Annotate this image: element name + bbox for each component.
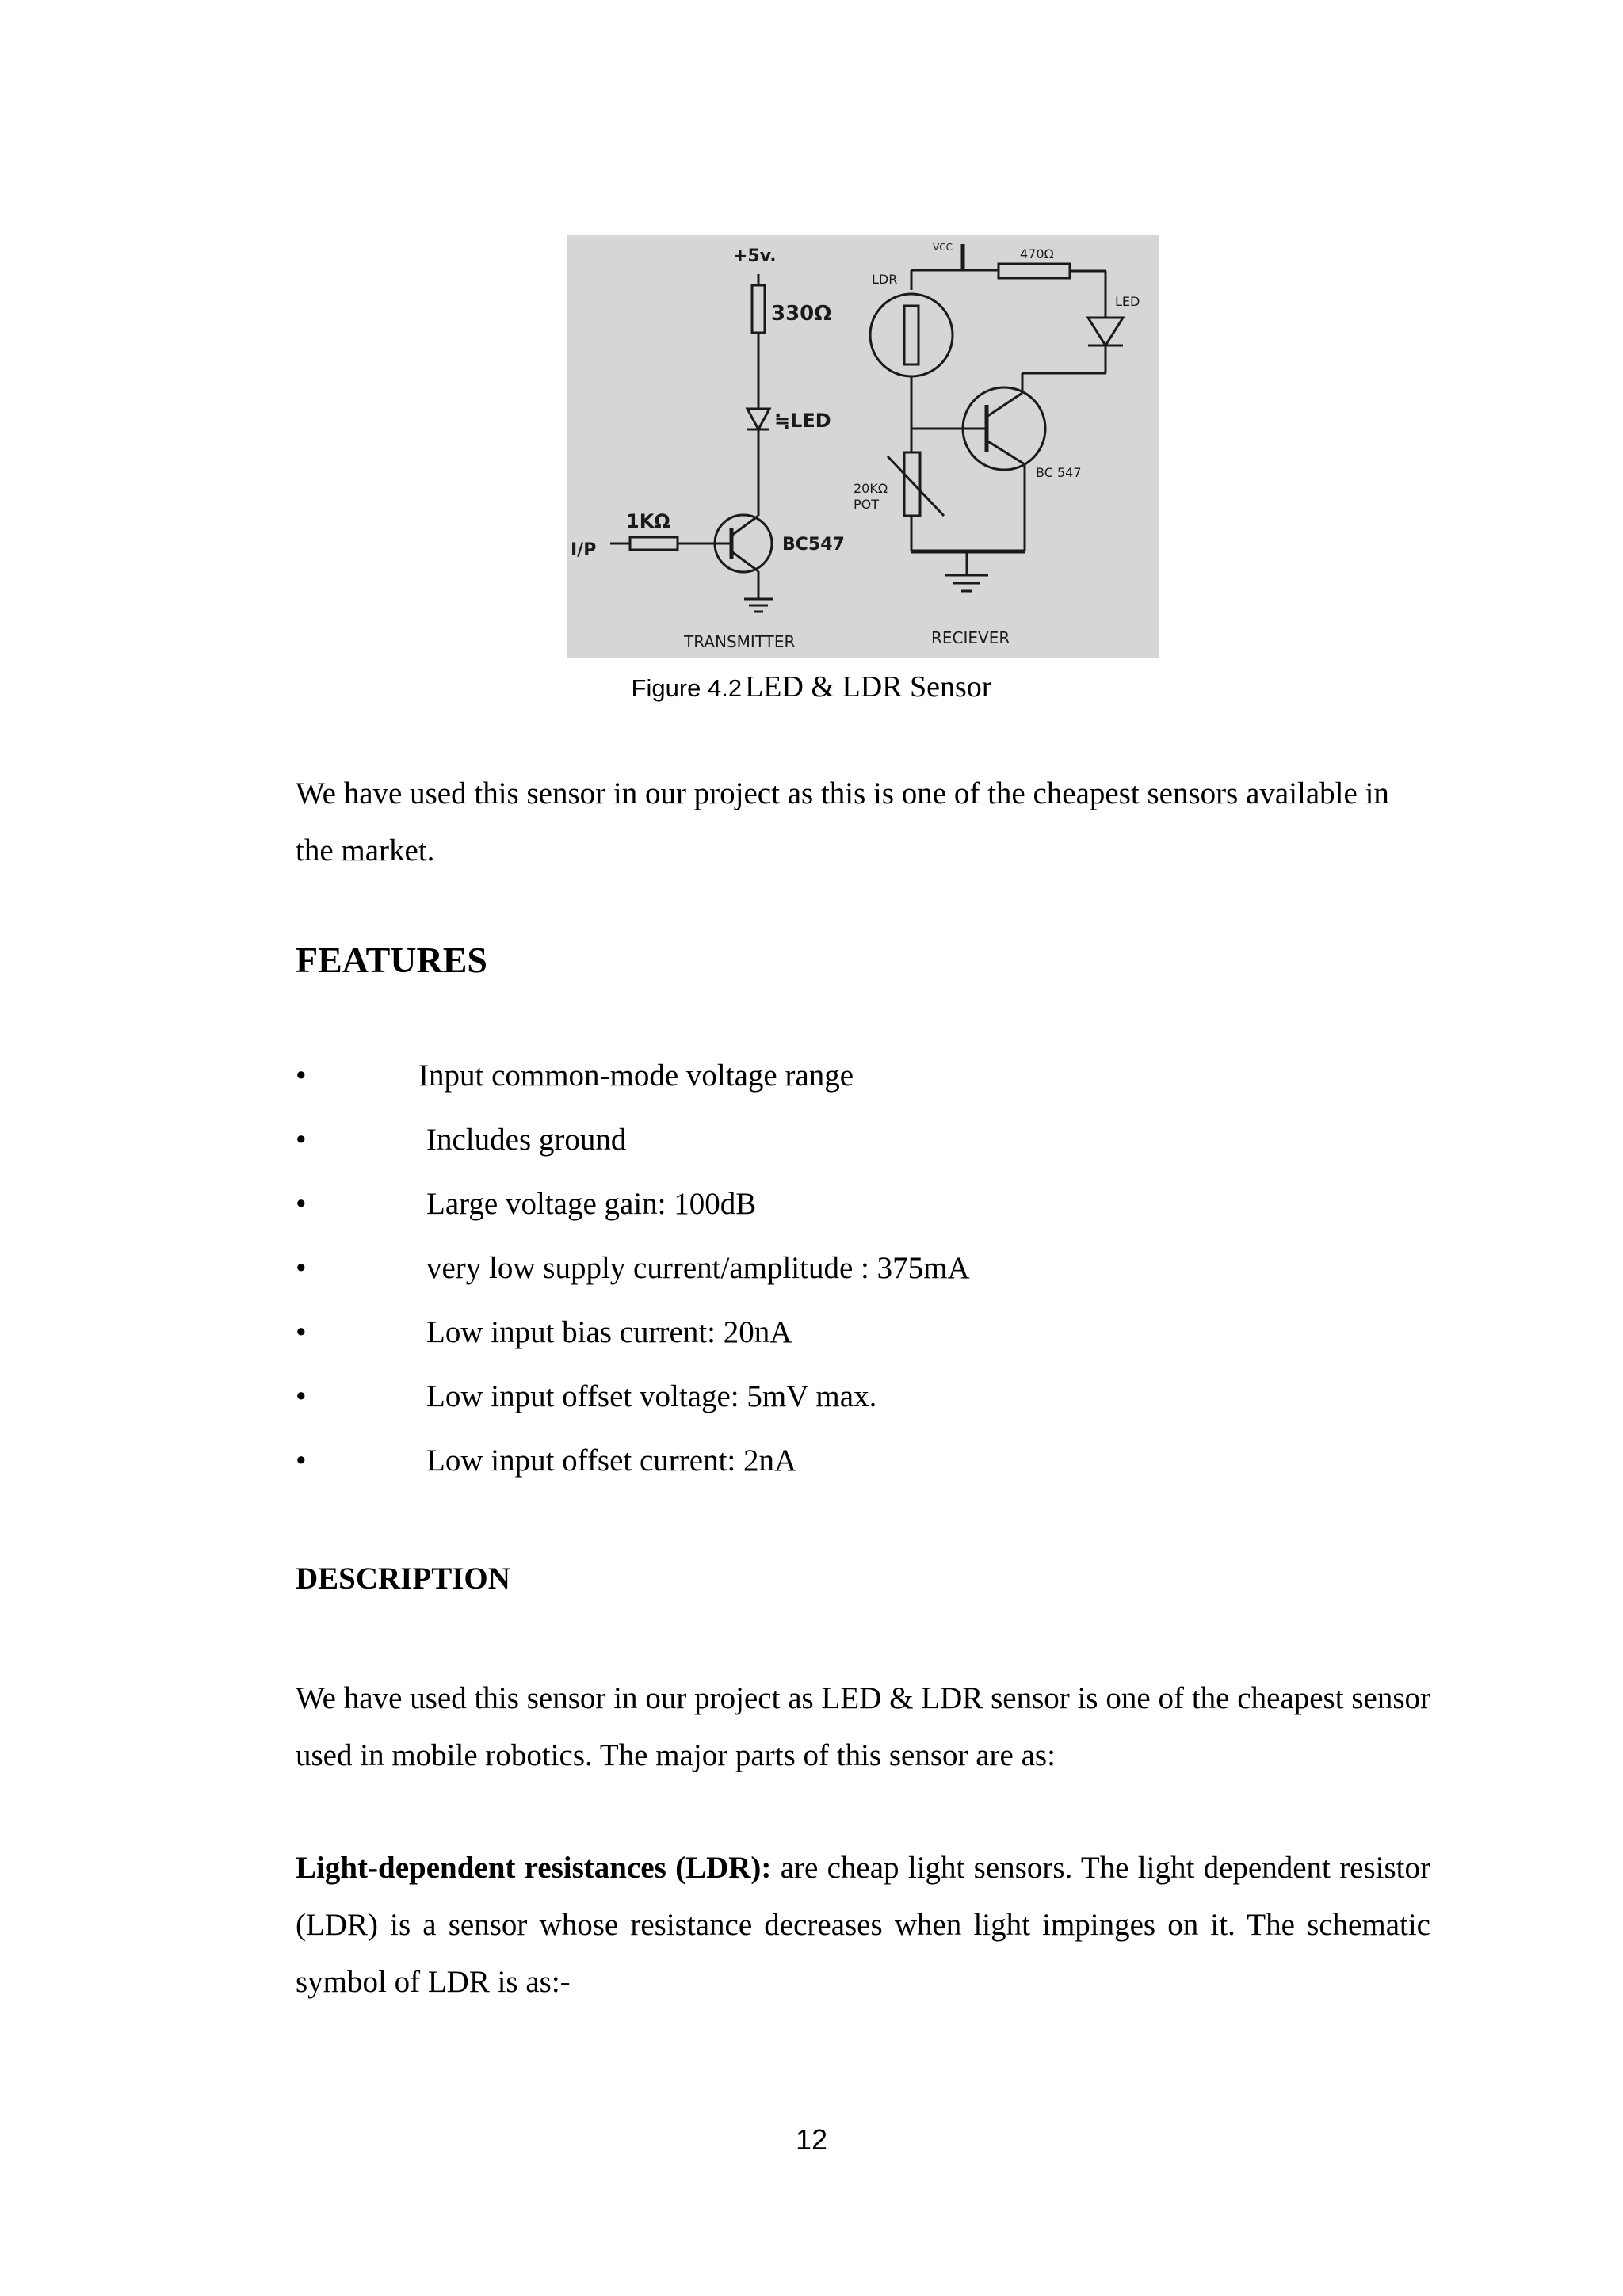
feature-text: Low input bias current: 20nA <box>426 1315 792 1349</box>
bullet-icon: • <box>296 1315 307 1349</box>
label-supply: +5v. <box>733 246 777 266</box>
bullet-icon: • <box>296 1123 307 1157</box>
feature-text: very low supply current/amplitude : 375mA <box>426 1251 970 1285</box>
feature-text: Low input offset current: 2nA <box>426 1444 797 1478</box>
feature-text: Includes ground <box>426 1123 627 1157</box>
ldr-term: Light-dependent resistances (LDR): <box>296 1851 772 1885</box>
description-heading: DESCRIPTION <box>296 1562 510 1596</box>
label-transmitter: TRANSMITTER <box>684 632 796 651</box>
label-pot-value: 20KΩ <box>854 481 888 496</box>
potentiometer <box>904 452 920 516</box>
label-receiver: RECIEVER <box>931 628 1010 647</box>
bullet-icon: • <box>296 1251 307 1285</box>
label-bc547-tx: BC547 <box>782 535 845 555</box>
ldr-text: are cheap light sensors. The light dependent resistor (LDR) is a sensor whose resistance decreases when light impinges on it. The schematic symbol of LDR is as:- <box>296 1851 1431 1999</box>
label-r330: 330Ω <box>771 302 832 326</box>
feature-text: Large voltage gain: 100dB <box>426 1187 757 1221</box>
label-led-tx: ≒LED <box>774 410 831 432</box>
bullet-icon: • <box>296 1058 307 1093</box>
resistor-1k <box>630 537 678 550</box>
feature-text: Low input offset voltage: 5mV max. <box>426 1379 877 1413</box>
description-paragraph: We have used this sensor in our project as LED & LDR sensor is one of the cheapest sensor used in mobile robotics. The major parts of this sensor are as: <box>296 1681 1430 1772</box>
resistor-330 <box>752 285 765 333</box>
ldr-paragraph <box>296 1840 1430 2011</box>
label-r470: 470Ω <box>1020 246 1054 261</box>
label-r1k: 1KΩ <box>626 510 670 532</box>
figure-caption-number: Figure 4.2 <box>631 674 743 702</box>
circuit-figure <box>567 235 1159 658</box>
feature-text: Input common-mode voltage range <box>418 1058 854 1093</box>
features-heading: FEATURES <box>296 940 487 980</box>
page-number: 12 <box>795 2123 828 2156</box>
led-ldr-circuit-diagram <box>567 235 1159 658</box>
intro-paragraph: We have used this sensor in our project as this is one of the cheapest sensors available in the market. <box>296 776 1389 868</box>
figure-caption <box>0 669 1623 704</box>
label-bc547-rx: BC 547 <box>1036 465 1082 480</box>
label-led-rx: LED <box>1115 294 1140 309</box>
bullet-icon: • <box>296 1379 307 1413</box>
bullet-icon: • <box>296 1444 307 1478</box>
figure-background <box>567 235 1159 658</box>
label-input: I/P <box>571 540 597 560</box>
resistor-470 <box>999 264 1070 278</box>
label-ldr: LDR <box>872 272 898 287</box>
label-vcc: VCC <box>933 242 953 253</box>
figure-caption-title: LED & LDR Sensor <box>745 670 992 704</box>
label-pot: POT <box>854 497 880 512</box>
bullet-icon: • <box>296 1187 307 1221</box>
